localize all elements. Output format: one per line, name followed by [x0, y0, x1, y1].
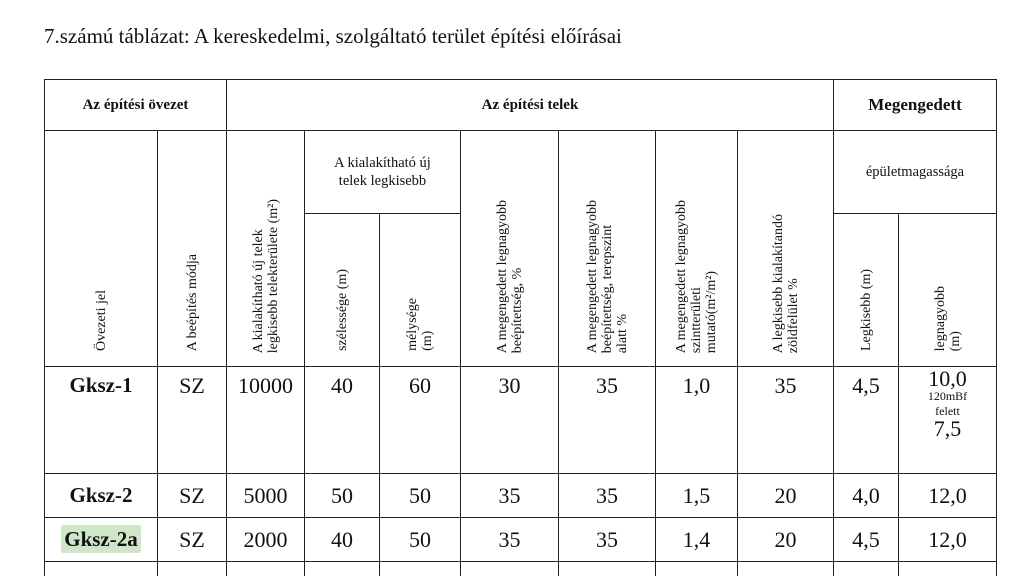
max-coverage: 30	[461, 367, 559, 474]
table-row-continuation	[45, 562, 997, 576]
min-green: 20	[738, 474, 834, 518]
max-underground: 35	[559, 367, 656, 474]
min-lot-area: 2000	[227, 518, 305, 562]
lot-depth: 50	[380, 518, 461, 562]
zone-code: Gksz-1	[45, 367, 158, 474]
table-row	[45, 367, 997, 474]
max-height-alt: 7,5	[934, 416, 962, 441]
header-building-height: épületmagassága	[834, 131, 997, 214]
min-height: 4,5	[834, 367, 899, 474]
min-height: 4,0	[834, 474, 899, 518]
max-underground: 35	[559, 518, 656, 562]
header-max-coverage: A megengedett legnagyobb beépítettség, %	[461, 131, 559, 367]
header-smallest-lot: A kialakítható új telek legkisebb	[305, 131, 461, 214]
zone-highlight: Gksz-2a	[61, 525, 141, 553]
regulations-table	[44, 79, 997, 576]
table-row	[45, 474, 997, 518]
header-min-lot-area: A kialakítható új telek legkisebb telekterülete (m²)	[227, 131, 305, 367]
max-height-note: 120mBf felett	[899, 389, 996, 419]
min-lot-area: 10000	[227, 367, 305, 474]
min-green: 20	[738, 518, 834, 562]
header-width: szélessége (m)	[305, 214, 380, 367]
header-zone-code: Övezeti jel	[45, 131, 158, 367]
lot-width: 50	[305, 474, 380, 518]
header-allowed-group: Megengedett	[834, 80, 997, 131]
min-height: 4,5	[834, 518, 899, 562]
build-mode: SZ	[158, 474, 227, 518]
max-underground: 35	[559, 474, 656, 518]
floor-area-ratio: 1,5	[656, 474, 738, 518]
min-lot-area: 5000	[227, 474, 305, 518]
lot-depth: 60	[380, 367, 461, 474]
header-max-height: legnagyobb (m)	[899, 214, 997, 367]
header-min-green: A legkisebb kialakítandó zöldfelület %	[738, 131, 834, 367]
max-coverage: 35	[461, 518, 559, 562]
header-min-height: Legkisebb (m)	[834, 214, 899, 367]
lot-width: 40	[305, 518, 380, 562]
max-height: 12,0	[899, 474, 997, 518]
floor-area-ratio: 1,0	[656, 367, 738, 474]
zone-code: Gksz-2	[45, 474, 158, 518]
build-mode: SZ	[158, 367, 227, 474]
header-build-mode: A beépítés módja	[158, 131, 227, 367]
max-coverage: 35	[461, 474, 559, 518]
max-height: 12,0	[899, 518, 997, 562]
header-depth: mélysége (m)	[380, 214, 461, 367]
header-floor-area-ratio: A megengedett legnagyobb szintterületi mutató(m²/m²)	[656, 131, 738, 367]
min-green: 35	[738, 367, 834, 474]
lot-depth: 50	[380, 474, 461, 518]
lot-width: 40	[305, 367, 380, 474]
table-caption: 7.számú táblázat: A kereskedelmi, szolgáltató terület építési előírásai	[44, 24, 622, 49]
max-height: 10,0 120mBf felett 7,5	[899, 367, 997, 474]
header-lot-group: Az építési telek	[227, 80, 834, 131]
header-max-underground: A megengedett legnagyobb beépítettség, terepszint alatt %	[559, 131, 656, 367]
header-zone-group: Az építési övezet	[45, 80, 227, 131]
build-mode: SZ	[158, 518, 227, 562]
floor-area-ratio: 1,4	[656, 518, 738, 562]
